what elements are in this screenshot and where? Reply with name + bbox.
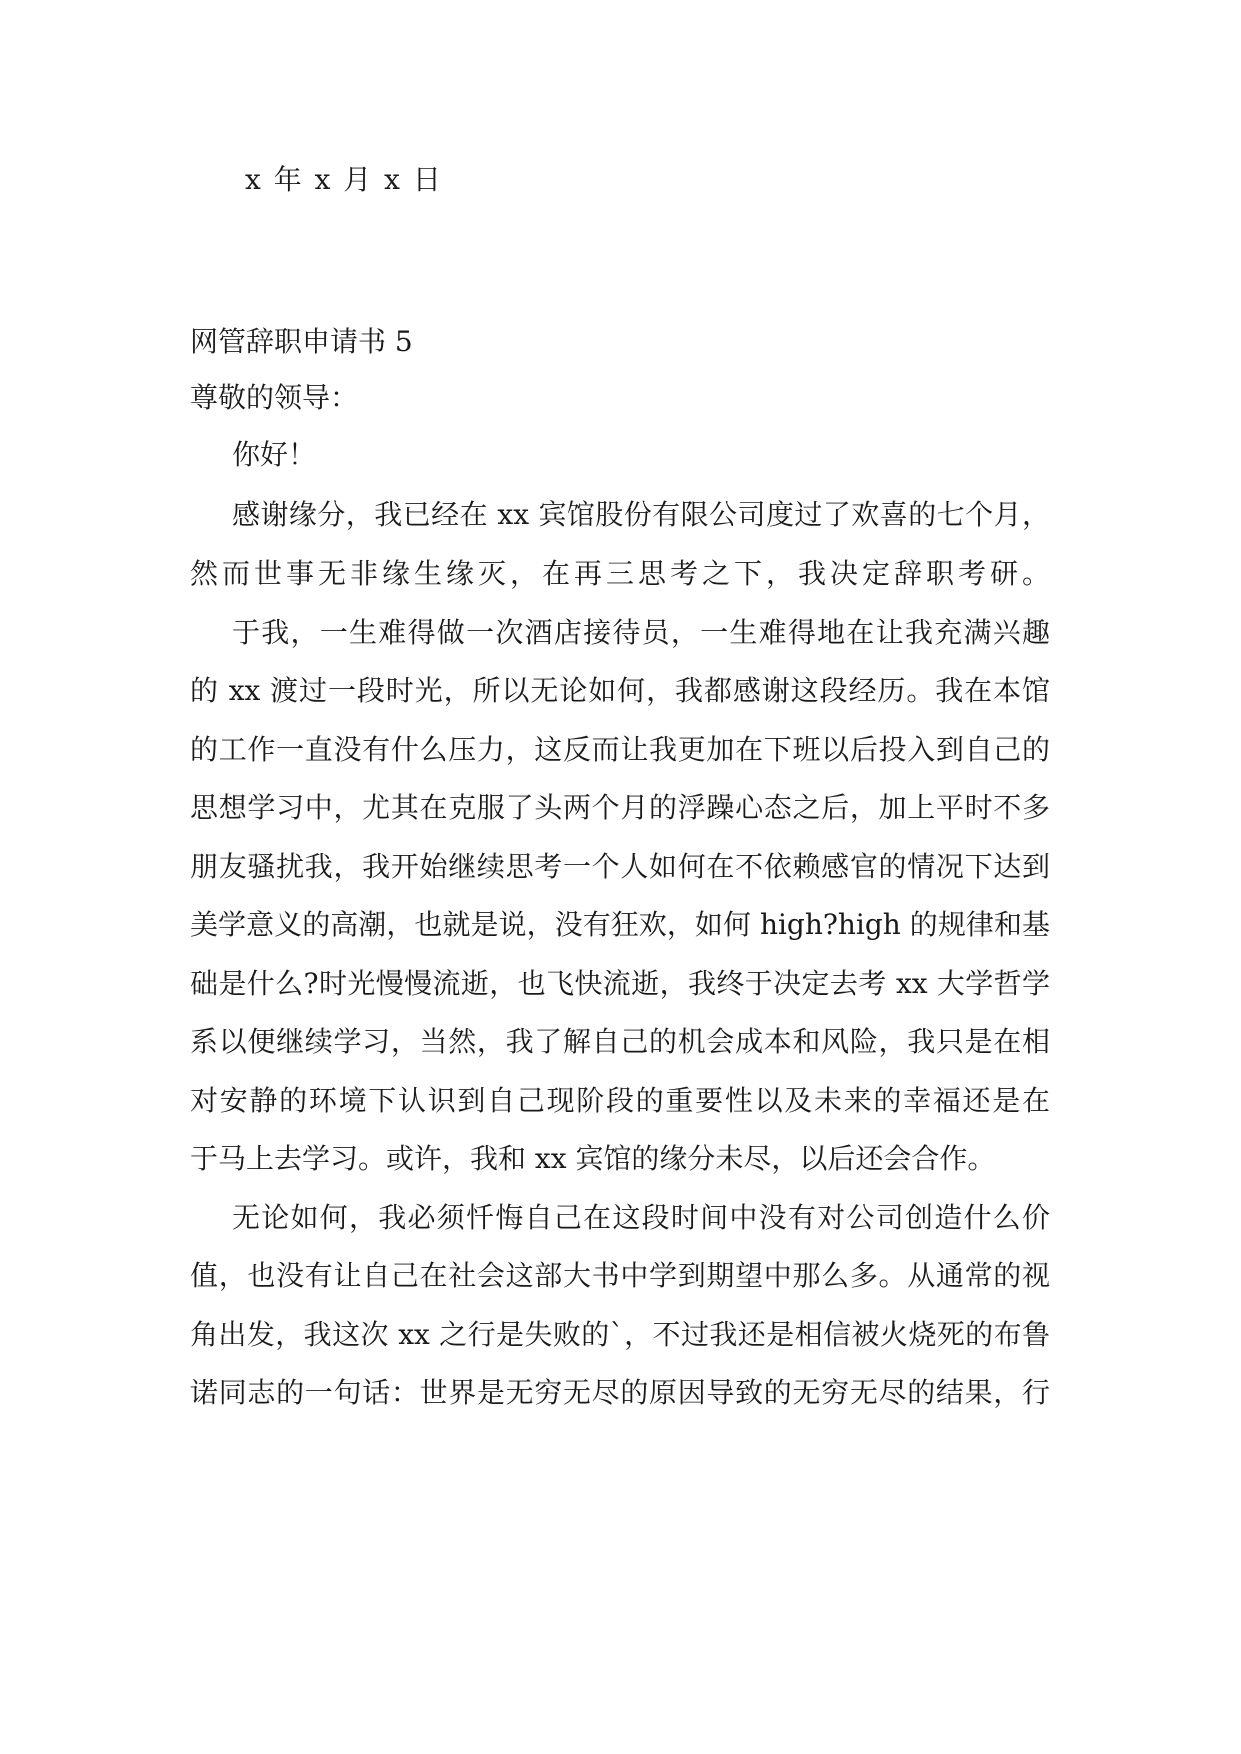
paragraph-2-line-3: 的工作一直没有什么压力，这反而让我更加在下班以后投入到自己的 bbox=[190, 733, 1050, 766]
paragraph-2-line-8: 系以便继续学习，当然，我了解自己的机会成本和风险，我只是在相 bbox=[190, 1025, 1050, 1058]
paragraph-2-line-1: 于我，一生难得做一次酒店接待员，一生难得地在让我充满兴趣 bbox=[232, 616, 1050, 649]
date-line: x 年 x 月 x 日 bbox=[245, 163, 443, 196]
paragraph-1-line-2: 然而世事无非缘生缘灭，在再三思考之下，我决定辞职考研。 bbox=[190, 557, 1050, 590]
paragraph-2-line-10: 于马上去学习。或许，我和 xx 宾馆的缘分未尽，以后还会合作。 bbox=[190, 1142, 996, 1175]
paragraph-3-line-2: 值，也没有让自己在社会这部大书中学到期望中那么多。从通常的视 bbox=[190, 1259, 1050, 1292]
document-title: 网管辞职申请书 5 bbox=[190, 325, 413, 358]
paragraph-2-line-5: 朋友骚扰我，我开始继续思考一个人如何在不依赖感官的情况下达到 bbox=[190, 850, 1050, 883]
paragraph-2-line-7: 础是什么?时光慢慢流逝，也飞快流逝，我终于决定去考 xx 大学哲学 bbox=[190, 967, 1050, 1000]
salutation: 尊敬的领导： bbox=[190, 381, 359, 414]
paragraph-2-line-9: 对安静的环境下认识到自己现阶段的重要性以及未来的幸福还是在 bbox=[190, 1084, 1050, 1117]
paragraph-3-line-4: 诺同志的一句话：世界是无穷无尽的原因导致的无穷无尽的结果，行 bbox=[190, 1376, 1050, 1409]
paragraph-2-line-4: 思想学习中，尤其在克服了头两个月的浮躁心态之后，加上平时不多 bbox=[190, 791, 1050, 824]
paragraph-1-line-1: 感谢缘分，我已经在 xx 宾馆股份有限公司度过了欢喜的七个月， bbox=[232, 498, 1050, 531]
greeting: 你好！ bbox=[232, 438, 317, 471]
paragraph-3-line-1: 无论如何，我必须忏悔自己在这段时间中没有对公司创造什么价 bbox=[232, 1201, 1050, 1234]
paragraph-3-line-3: 角出发，我这次 xx 之行是失败的`，不过我还是相信被火烧死的布鲁 bbox=[190, 1318, 1050, 1351]
paragraph-2-line-2: 的 xx 渡过一段时光，所以无论如何，我都感谢这段经历。我在本馆 bbox=[190, 674, 1050, 707]
paragraph-2-line-6: 美学意义的高潮，也就是说，没有狂欢，如何 high?high 的规律和基 bbox=[190, 908, 1050, 941]
